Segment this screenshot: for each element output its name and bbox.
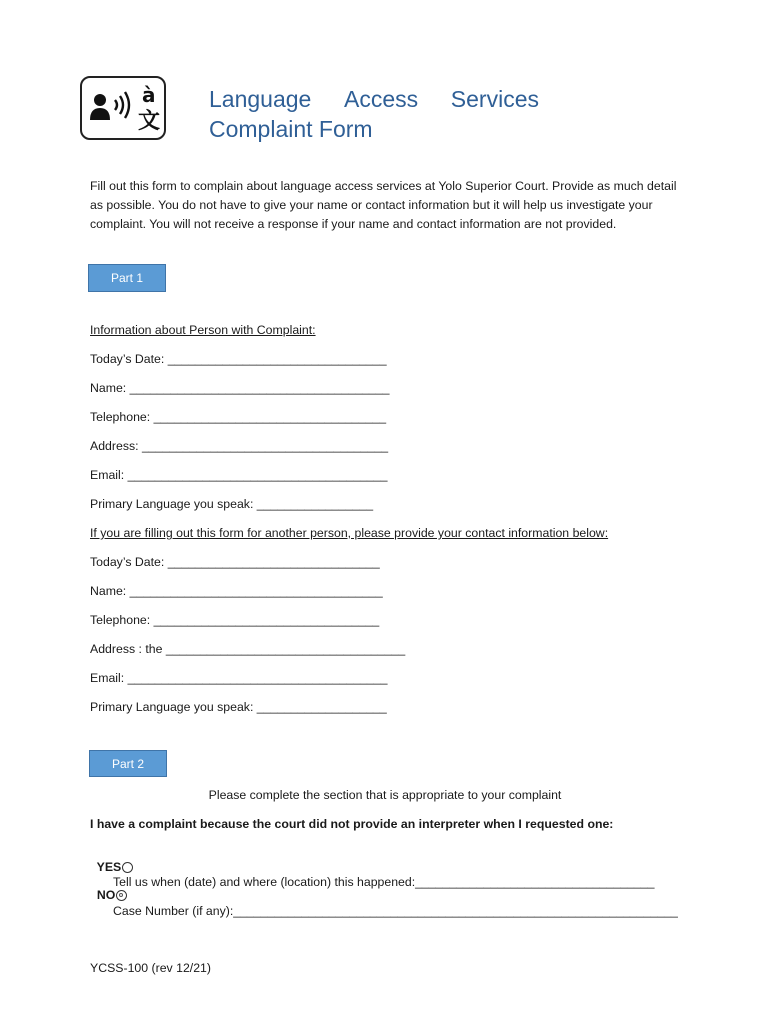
todays-date-field[interactable]: Today’s Date: ________________________________ — [90, 352, 387, 366]
address-field[interactable]: Address: ____________________________________ — [90, 439, 389, 453]
part-1-button[interactable]: Part 1 — [88, 264, 166, 292]
primary-language-field[interactable]: Primary Language you speak: _________________ — [90, 497, 374, 511]
form-number: YCSS-100 (rev 12/21) — [90, 961, 211, 975]
contact-address-field[interactable]: Address : the ___________________________________ — [90, 642, 406, 656]
svg-text:文: 文 — [138, 109, 161, 134]
contact-email-field[interactable]: Email: ______________________________________ — [90, 671, 388, 685]
contact-todays-date-field[interactable]: Today’s Date: _______________________________ — [90, 555, 380, 569]
contact-telephone-field[interactable]: Telephone: _________________________________ — [90, 613, 380, 627]
title-word: Services — [450, 86, 539, 112]
when-where-field[interactable]: Tell us when (date) and where (location) this happened:___________________________________ — [113, 875, 655, 889]
other-person-heading: If you are filling out this form for another person, please provide your contact information below: — [90, 526, 609, 540]
no-label: NO — [96, 888, 116, 902]
yes-label: YES — [96, 860, 122, 874]
page-title — [209, 84, 539, 144]
language-access-logo — [80, 76, 166, 140]
title-word: Language — [209, 86, 312, 112]
yes-no-options — [90, 846, 133, 902]
language-interpreter-icon — [82, 78, 164, 138]
contact-name-field[interactable]: Name: _____________________________________ — [90, 584, 383, 598]
intro-paragraph: Fill out this form to complain about language access services at Yolo Superior Court. Provide as much detail as possible. You do not have to give your name or contact information but it will help us investigate your complaint. You will not receive a response if your name and contact information are not provided. — [90, 179, 677, 231]
telephone-field[interactable]: Telephone: __________________________________ — [90, 410, 387, 424]
title-line-2: Complaint Form — [209, 116, 373, 142]
svg-text:à: à — [142, 83, 156, 107]
email-field[interactable]: Email: ______________________________________ — [90, 468, 388, 482]
name-field[interactable]: Name: ______________________________________ — [90, 381, 390, 395]
part2-instruction: Please complete the section that is appropriate to your complaint — [208, 788, 562, 802]
no-radio[interactable] — [116, 890, 127, 901]
part-2-button[interactable]: Part 2 — [89, 750, 167, 777]
interpreter-complaint-question: I have a complaint because the court did not provide an interpreter when I requested one: — [90, 817, 614, 831]
person-info-heading: Information about Person with Complaint: — [90, 323, 316, 337]
case-number-field[interactable]: Case Number (if any):_________________________________________________________________ — [113, 904, 678, 918]
yes-radio[interactable] — [122, 862, 133, 873]
contact-primary-language-field[interactable]: Primary Language you speak: ___________________ — [90, 700, 387, 714]
title-word: Access — [344, 86, 419, 112]
